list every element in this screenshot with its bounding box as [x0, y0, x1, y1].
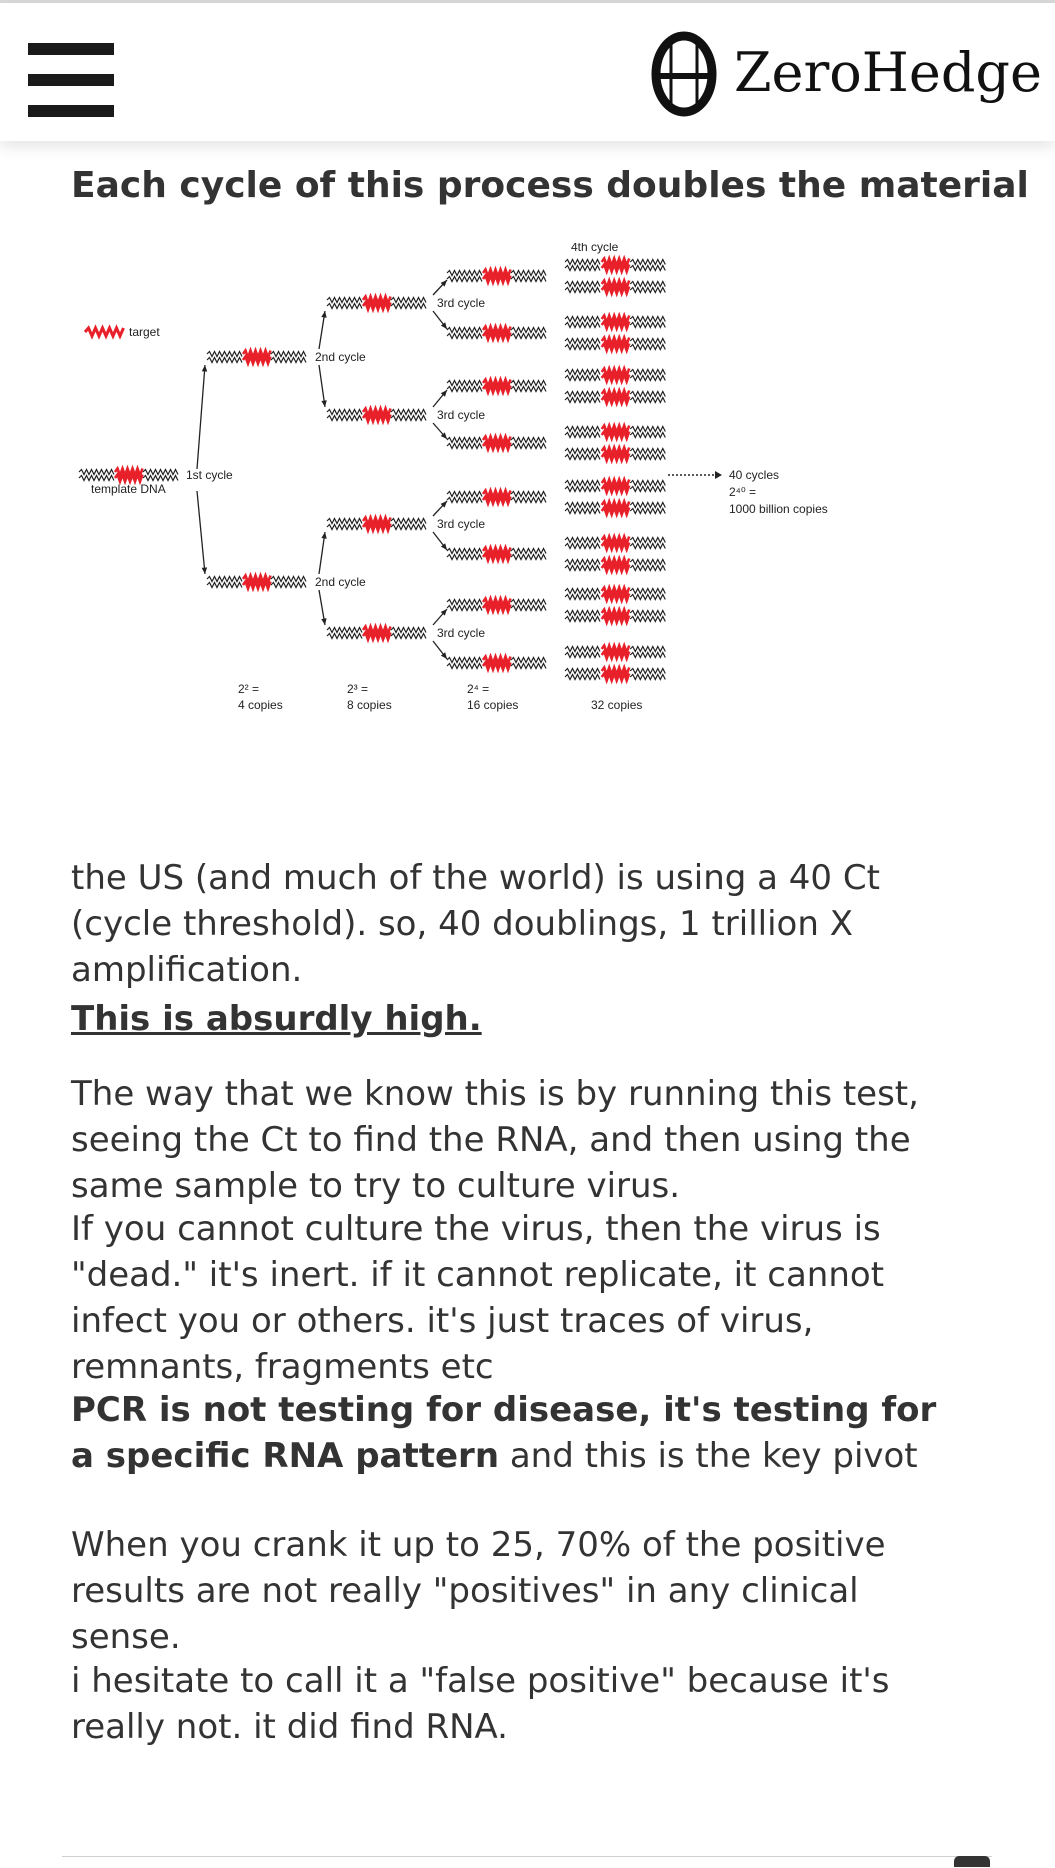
strand-level4: [565, 426, 665, 439]
cycle-label-2: 2nd cycle: [315, 350, 366, 364]
strand-level3: [447, 491, 546, 504]
underlined-emphasis: This is absurdly high.: [71, 999, 482, 1039]
strand-level4: [565, 668, 665, 681]
strand-level1: [207, 351, 306, 364]
claim-continuation: and this is the key pivot: [499, 1436, 918, 1476]
strand-level3: [447, 437, 546, 450]
brand-logo-link[interactable]: [649, 29, 1042, 119]
legend-target-swatch: [85, 328, 124, 336]
paragraph-absurdly-high: [71, 996, 971, 1042]
arrow-2-up-head: [321, 311, 326, 318]
strand-level3: [447, 327, 546, 340]
count-label-16: 16 copies: [467, 698, 519, 712]
strand-level4: [565, 338, 665, 351]
arrow-2-up-head: [321, 532, 326, 539]
bold-claim: PCR is not testing for disease, it's testing for a specific RNA pattern: [71, 1390, 937, 1476]
zerohedge-theta-logo: [649, 29, 719, 119]
arrow-2-down-head: [321, 400, 326, 407]
cycle-label-2: 2nd cycle: [315, 575, 366, 589]
strand-level4: [565, 259, 665, 272]
embed-badge-icon: [954, 1856, 990, 1867]
strand-level4: [565, 559, 665, 572]
cycle-label-1: 1st cycle: [186, 468, 233, 482]
result-copies-label: 1000 billion copies: [729, 502, 828, 516]
strand-level2: [327, 409, 426, 422]
paragraph-culture-method: The way that we know this is by running this test, seeing the Ct to find the RNA, and then using the same sample to try to culture virus.: [71, 1074, 919, 1206]
strand-level1: [207, 576, 306, 589]
strand-level4: [565, 537, 665, 550]
strand-level4: [565, 646, 665, 659]
result-arrowhead: [715, 471, 722, 479]
cycle-label-3: 3rd cycle: [437, 408, 486, 422]
count-label-32: 32 copies: [591, 698, 643, 712]
strand-level2: [327, 518, 426, 531]
strand-level4: [565, 391, 665, 404]
strand-level4: [565, 502, 665, 515]
pcr-amplification-diagram: [75, 243, 975, 823]
arrow-1-up-head: [202, 365, 207, 372]
legend-target-label: target: [129, 325, 160, 339]
template-dna-label: template DNA: [91, 482, 166, 496]
strand-level3: [447, 599, 546, 612]
count-label-8: 8 copies: [347, 698, 392, 712]
result-power-label: 2⁴⁰ =: [729, 485, 756, 499]
cycle-label-4: 4th cycle: [571, 243, 619, 254]
strand-level3: [447, 657, 546, 670]
strand-level4: [565, 610, 665, 623]
strand-level3: [447, 548, 546, 561]
strand-level2: [327, 297, 426, 310]
template-dna-strand: [79, 469, 178, 482]
paragraph-pcr-pattern: [71, 1387, 971, 1479]
strand-level4: [565, 316, 665, 329]
cycle-label-3: 3rd cycle: [437, 296, 486, 310]
strand-level4: [565, 448, 665, 461]
strand-level2: [327, 627, 426, 640]
result-cycles-label: 40 cycles: [729, 468, 780, 482]
strand-level4: [565, 281, 665, 294]
paragraph-ct-25: When you crank it up to 25, 70% of the positive results are not really "positives" in any clinical sense.: [71, 1525, 886, 1657]
strand-level4: [565, 588, 665, 601]
strand-level3: [447, 380, 546, 393]
paragraph-ct-threshold: the US (and much of the world) is using a 40 Ct (cycle threshold). so, 40 doublings, 1 trillion X amplification.: [71, 858, 880, 990]
arrow-1-down: [197, 491, 205, 574]
arrow-1-up: [197, 365, 205, 469]
count-label-4: 4 copies: [238, 698, 283, 712]
count-label-4-power: 2² =: [238, 682, 260, 696]
strand-level3: [447, 270, 546, 283]
arrow-2-down-head: [321, 618, 326, 625]
strand-level4: [565, 369, 665, 382]
count-label-8-power: 2³ =: [347, 682, 369, 696]
count-label-16-power: 2⁴ =: [467, 682, 490, 696]
cycle-label-3: 3rd cycle: [437, 517, 486, 531]
cycle-label-3: 3rd cycle: [437, 626, 486, 640]
article-heading: Each cycle of this process doubles the material: [71, 165, 1029, 206]
brand-name: ZeroHedge: [734, 41, 1042, 104]
hamburger-menu-icon[interactable]: [28, 43, 114, 117]
strand-level4: [565, 480, 665, 493]
paragraph-false-positive: i hesitate to call it a "false positive" because it's really not. it did find RNA.: [71, 1661, 890, 1747]
paragraph-dead-virus: If you cannot culture the virus, then the virus is "dead." it's inert. if it cannot replicate, it cannot infect you or others. it's just traces of virus, remnants, fragments etc: [71, 1209, 885, 1387]
site-header: [0, 3, 1055, 141]
embed-frame-edge: [62, 1856, 992, 1868]
